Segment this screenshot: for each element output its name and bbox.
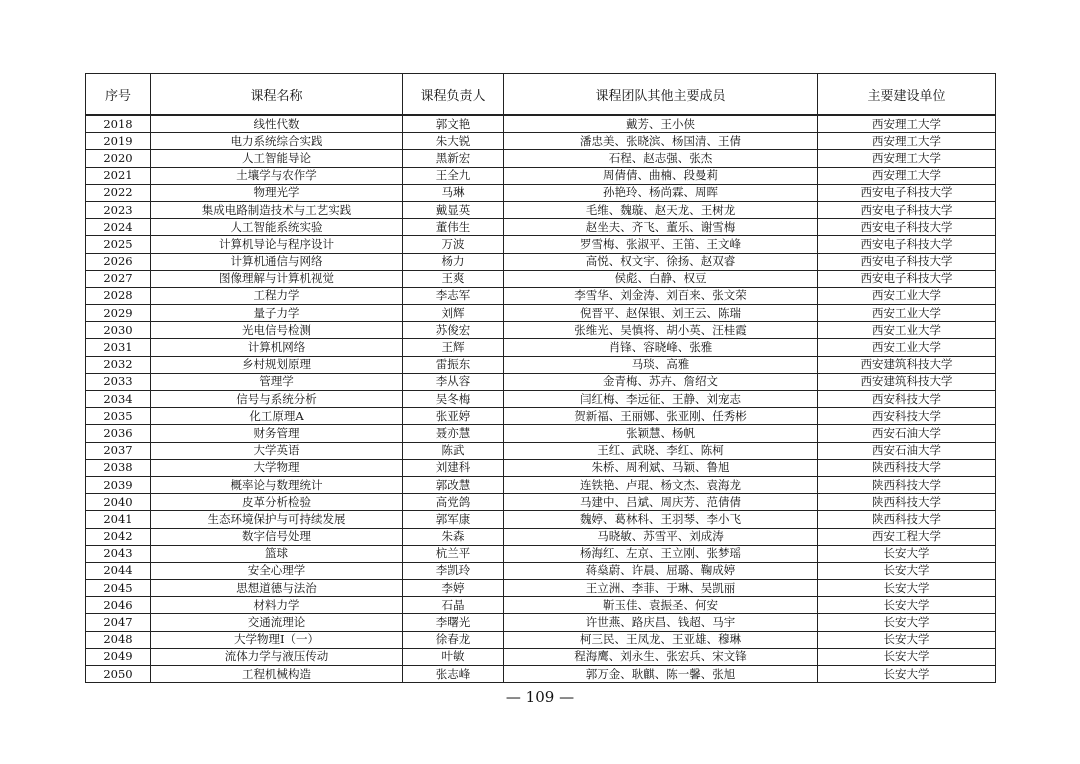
cell-serial-number: 2043 (86, 545, 151, 562)
cell-course-name: 电力系统综合实践 (151, 133, 403, 150)
cell-team-members: 周倩倩、曲楠、段曼莉 (504, 167, 818, 184)
cell-institution: 西安建筑科技大学 (818, 373, 996, 390)
cell-team-members: 连铁艳、卢琨、杨文杰、袁海龙 (504, 476, 818, 493)
table-row (86, 305, 996, 322)
cell-team-members: 马晓敏、苏雪平、刘成涛 (504, 528, 818, 545)
cell-institution: 西安工业大学 (818, 287, 996, 304)
table-row (86, 580, 996, 597)
cell-course-lead: 董伟生 (403, 219, 504, 236)
cell-serial-number: 2029 (86, 305, 151, 322)
cell-serial-number: 2040 (86, 494, 151, 511)
cell-course-lead: 王全九 (403, 167, 504, 184)
cell-team-members: 王红、武晓、李红、陈柯 (504, 442, 818, 459)
cell-serial-number: 2030 (86, 322, 151, 339)
cell-team-members: 魏婷、葛林科、王羽琴、李小飞 (504, 511, 818, 528)
table-row (86, 442, 996, 459)
cell-serial-number: 2037 (86, 442, 151, 459)
cell-serial-number: 2036 (86, 425, 151, 442)
table-row (86, 562, 996, 579)
cell-institution: 西安理工大学 (818, 150, 996, 167)
cell-course-name: 土壤学与农作学 (151, 167, 403, 184)
cell-institution: 西安科技大学 (818, 391, 996, 408)
cell-course-lead: 张志峰 (403, 666, 504, 683)
cell-institution: 西安理工大学 (818, 133, 996, 150)
table-row (86, 425, 996, 442)
cell-course-name: 篮球 (151, 545, 403, 562)
cell-team-members: 许世燕、路庆昌、钱超、马宇 (504, 614, 818, 631)
cell-institution: 长安大学 (818, 562, 996, 579)
header-row (86, 74, 996, 116)
cell-institution: 长安大学 (818, 648, 996, 665)
table-row (86, 373, 996, 390)
cell-serial-number: 2038 (86, 459, 151, 476)
cell-serial-number: 2019 (86, 133, 151, 150)
cell-course-name: 人工智能导论 (151, 150, 403, 167)
cell-serial-number: 2032 (86, 356, 151, 373)
cell-institution: 西安工业大学 (818, 339, 996, 356)
table-row (86, 597, 996, 614)
cell-course-lead: 杭兰平 (403, 545, 504, 562)
cell-course-lead: 李婷 (403, 580, 504, 597)
table-row (86, 631, 996, 648)
cell-team-members: 蒋燊蔚、许晨、屈璐、鞠成婷 (504, 562, 818, 579)
cell-serial-number: 2025 (86, 236, 151, 253)
cell-institution: 长安大学 (818, 631, 996, 648)
table-row (86, 391, 996, 408)
cell-team-members: 赵坐夫、齐飞、董乐、谢雪梅 (504, 219, 818, 236)
table-row (86, 253, 996, 270)
cell-team-members: 侯彪、白静、权豆 (504, 270, 818, 287)
cell-institution: 长安大学 (818, 666, 996, 683)
table-row (86, 648, 996, 665)
cell-course-lead: 郭军康 (403, 511, 504, 528)
cell-team-members: 石程、赵志强、张杰 (504, 150, 818, 167)
cell-team-members: 靳玉佳、袁振圣、何安 (504, 597, 818, 614)
cell-course-lead: 万波 (403, 236, 504, 253)
cell-course-name: 大学物理Ⅰ（一） (151, 631, 403, 648)
cell-course-name: 皮革分析检验 (151, 494, 403, 511)
cell-course-lead: 李曙光 (403, 614, 504, 631)
cell-team-members: 潘忠美、张晓滨、杨国清、王倩 (504, 133, 818, 150)
cell-course-name: 乡村规划原理 (151, 356, 403, 373)
cell-team-members: 王立洲、李菲、于琳、吴凯丽 (504, 580, 818, 597)
table-row (86, 614, 996, 631)
cell-institution: 西安建筑科技大学 (818, 356, 996, 373)
cell-course-name: 光电信号检测 (151, 322, 403, 339)
cell-course-name: 量子力学 (151, 305, 403, 322)
cell-institution: 陕西科技大学 (818, 511, 996, 528)
cell-course-name: 材料力学 (151, 597, 403, 614)
cell-serial-number: 2045 (86, 580, 151, 597)
cell-course-lead: 马琳 (403, 184, 504, 201)
cell-course-name: 物理光学 (151, 184, 403, 201)
cell-serial-number: 2044 (86, 562, 151, 579)
cell-institution: 西安电子科技大学 (818, 219, 996, 236)
cell-course-name: 计算机网络 (151, 339, 403, 356)
cell-course-lead: 苏俊宏 (403, 322, 504, 339)
cell-serial-number: 2050 (86, 666, 151, 683)
table-row (86, 459, 996, 476)
cell-serial-number: 2035 (86, 408, 151, 425)
cell-institution: 长安大学 (818, 545, 996, 562)
cell-course-lead: 郭改慧 (403, 476, 504, 493)
header-course-lead: 课程负责人 (403, 74, 504, 116)
cell-institution: 西安理工大学 (818, 115, 996, 133)
cell-serial-number: 2022 (86, 184, 151, 201)
cell-serial-number: 2031 (86, 339, 151, 356)
cell-course-name: 安全心理学 (151, 562, 403, 579)
cell-team-members: 柯三民、王凤龙、王亚雄、穆琳 (504, 631, 818, 648)
cell-course-lead: 刘建科 (403, 459, 504, 476)
header-course-name: 课程名称 (151, 74, 403, 116)
table-row (86, 322, 996, 339)
cell-serial-number: 2046 (86, 597, 151, 614)
cell-team-members: 金青梅、苏卉、詹绍文 (504, 373, 818, 390)
cell-course-lead: 王辉 (403, 339, 504, 356)
cell-team-members: 张维光、吴慎将、胡小英、汪桂霞 (504, 322, 818, 339)
cell-serial-number: 2021 (86, 167, 151, 184)
page-number: — 109 — (505, 688, 575, 706)
cell-institution: 西安工业大学 (818, 305, 996, 322)
cell-institution: 西安电子科技大学 (818, 270, 996, 287)
cell-course-name: 图像理解与计算机视觉 (151, 270, 403, 287)
table-row (86, 287, 996, 304)
table-row (86, 339, 996, 356)
table-row (86, 545, 996, 562)
table-row (86, 236, 996, 253)
cell-serial-number: 2042 (86, 528, 151, 545)
cell-team-members: 倪晋平、赵保银、刘王云、陈瑞 (504, 305, 818, 322)
cell-institution: 西安电子科技大学 (818, 253, 996, 270)
cell-serial-number: 2033 (86, 373, 151, 390)
cell-team-members: 朱桥、周利斌、马颖、鲁旭 (504, 459, 818, 476)
cell-institution: 陕西科技大学 (818, 494, 996, 511)
cell-serial-number: 2041 (86, 511, 151, 528)
cell-institution: 西安电子科技大学 (818, 236, 996, 253)
cell-course-lead: 高党鸽 (403, 494, 504, 511)
cell-institution: 陕西科技大学 (818, 476, 996, 493)
cell-institution: 西安理工大学 (818, 167, 996, 184)
table-row (86, 494, 996, 511)
cell-course-lead: 戴显英 (403, 201, 504, 218)
cell-course-lead: 郭文艳 (403, 115, 504, 133)
cell-team-members: 毛维、魏璇、赵天龙、王树龙 (504, 201, 818, 218)
cell-course-lead: 黑新宏 (403, 150, 504, 167)
cell-team-members: 杨海红、左京、王立刚、张梦瑶 (504, 545, 818, 562)
cell-team-members: 罗雪梅、张淑平、王笛、王文峰 (504, 236, 818, 253)
table-row (86, 666, 996, 683)
table-row (86, 115, 996, 133)
cell-serial-number: 2018 (86, 115, 151, 133)
cell-course-lead: 李凯玲 (403, 562, 504, 579)
cell-course-name: 工程力学 (151, 287, 403, 304)
cell-team-members: 孙艳玲、杨尚霖、周晖 (504, 184, 818, 201)
cell-course-name: 化工原理A (151, 408, 403, 425)
cell-serial-number: 2023 (86, 201, 151, 218)
cell-course-lead: 陈武 (403, 442, 504, 459)
cell-course-name: 财务管理 (151, 425, 403, 442)
header-institution: 主要建设单位 (818, 74, 996, 116)
cell-team-members: 张颖慧、杨帆 (504, 425, 818, 442)
cell-course-lead: 徐春龙 (403, 631, 504, 648)
table-row (86, 184, 996, 201)
cell-course-name: 流体力学与液压传动 (151, 648, 403, 665)
cell-serial-number: 2020 (86, 150, 151, 167)
cell-team-members: 贺新福、王丽娜、张亚刚、任秀彬 (504, 408, 818, 425)
cell-team-members: 马琰、高雅 (504, 356, 818, 373)
cell-course-lead: 吴冬梅 (403, 391, 504, 408)
cell-serial-number: 2049 (86, 648, 151, 665)
cell-course-name: 信号与系统分析 (151, 391, 403, 408)
cell-course-lead: 王爽 (403, 270, 504, 287)
cell-team-members: 郭万金、耿麒、陈一馨、张旭 (504, 666, 818, 683)
cell-institution: 西安科技大学 (818, 408, 996, 425)
cell-course-lead: 石晶 (403, 597, 504, 614)
cell-course-lead: 叶敏 (403, 648, 504, 665)
cell-institution: 西安电子科技大学 (818, 184, 996, 201)
table-row (86, 511, 996, 528)
cell-course-name: 管理学 (151, 373, 403, 390)
cell-serial-number: 2047 (86, 614, 151, 631)
cell-institution: 西安石油大学 (818, 442, 996, 459)
cell-course-name: 概率论与数理统计 (151, 476, 403, 493)
table-row (86, 219, 996, 236)
cell-course-name: 计算机通信与网络 (151, 253, 403, 270)
cell-course-name: 线性代数 (151, 115, 403, 133)
cell-course-lead: 张亚婷 (403, 408, 504, 425)
cell-course-lead: 朱森 (403, 528, 504, 545)
table-body (86, 115, 996, 683)
table-row (86, 476, 996, 493)
cell-serial-number: 2034 (86, 391, 151, 408)
cell-team-members: 肖锋、容晓峰、张雅 (504, 339, 818, 356)
course-table (85, 73, 996, 683)
cell-course-name: 思想道德与法治 (151, 580, 403, 597)
cell-serial-number: 2026 (86, 253, 151, 270)
table-row (86, 270, 996, 287)
cell-course-name: 大学英语 (151, 442, 403, 459)
cell-course-lead: 李从容 (403, 373, 504, 390)
cell-team-members: 闫红梅、李远征、王静、刘宠志 (504, 391, 818, 408)
cell-team-members: 戴芳、王小侠 (504, 115, 818, 133)
header-serial-number: 序号 (86, 74, 151, 116)
table-row (86, 150, 996, 167)
cell-course-name: 大学物理 (151, 459, 403, 476)
cell-course-lead: 李志军 (403, 287, 504, 304)
cell-institution: 西安石油大学 (818, 425, 996, 442)
cell-serial-number: 2048 (86, 631, 151, 648)
cell-course-name: 人工智能系统实验 (151, 219, 403, 236)
cell-institution: 西安工程大学 (818, 528, 996, 545)
cell-course-name: 集成电路制造技术与工艺实践 (151, 201, 403, 218)
cell-course-name: 计算机导论与程序设计 (151, 236, 403, 253)
cell-course-name: 工程机械构造 (151, 666, 403, 683)
cell-team-members: 李雪华、刘金涛、刘百来、张文荣 (504, 287, 818, 304)
table-header (86, 74, 996, 116)
cell-course-lead: 朱大锐 (403, 133, 504, 150)
table-row (86, 356, 996, 373)
table-row (86, 528, 996, 545)
cell-team-members: 高悦、权文宇、徐扬、赵双睿 (504, 253, 818, 270)
cell-course-lead: 杨力 (403, 253, 504, 270)
cell-institution: 陕西科技大学 (818, 459, 996, 476)
table-row (86, 133, 996, 150)
cell-serial-number: 2024 (86, 219, 151, 236)
cell-team-members: 程海鹰、刘永生、张宏兵、宋文锋 (504, 648, 818, 665)
cell-course-lead: 刘辉 (403, 305, 504, 322)
cell-institution: 长安大学 (818, 580, 996, 597)
header-team-members: 课程团队其他主要成员 (504, 74, 818, 116)
cell-institution: 西安电子科技大学 (818, 201, 996, 218)
cell-institution: 西安工业大学 (818, 322, 996, 339)
cell-serial-number: 2039 (86, 476, 151, 493)
cell-serial-number: 2027 (86, 270, 151, 287)
table-row (86, 167, 996, 184)
cell-course-name: 数字信号处理 (151, 528, 403, 545)
cell-course-name: 生态环境保护与可持续发展 (151, 511, 403, 528)
cell-course-name: 交通流理论 (151, 614, 403, 631)
cell-institution: 长安大学 (818, 597, 996, 614)
cell-course-lead: 聂亦慧 (403, 425, 504, 442)
cell-team-members: 马建中、吕斌、周庆芳、范倩倩 (504, 494, 818, 511)
table-row (86, 201, 996, 218)
cell-course-lead: 雷振东 (403, 356, 504, 373)
cell-serial-number: 2028 (86, 287, 151, 304)
table-row (86, 408, 996, 425)
cell-institution: 长安大学 (818, 614, 996, 631)
